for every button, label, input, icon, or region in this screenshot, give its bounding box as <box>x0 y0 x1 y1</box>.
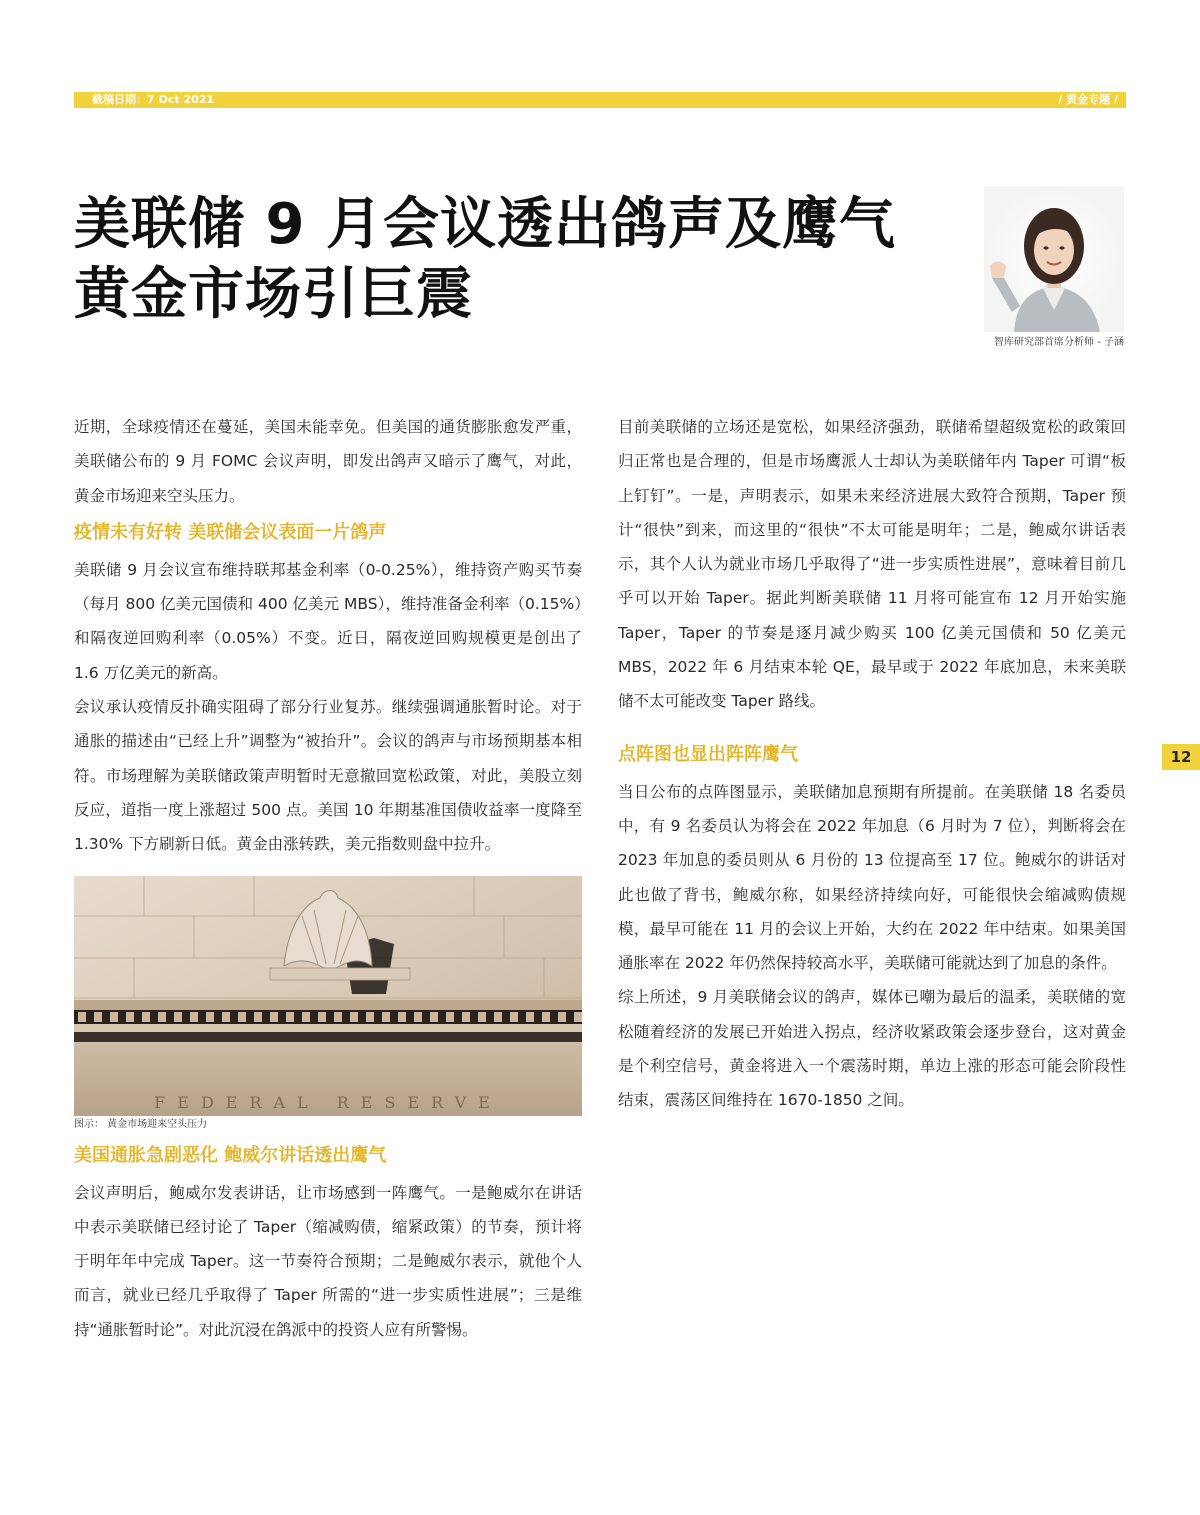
paragraph-taper-outlook: 目前美联储的立场还是宽松，如果经济强劲，联储希望超级宽松的政策回归正常也是合理的，但是市场鹰派人士却认为美联储年内 Taper 可谓“板上钉钉”。一是，声明表示，如果未来经济进展大致符合预期，Taper 预计“很快”到来，而这里的“很快”不太可能是明年；二是，鲍威尔讲话表示，其个人认为就业市场几乎取得了“进一步实质性进展”，意味着目前几乎可以开始 Taper。据此判断美联储 11 月将可能宣布 12 月开始实施 Taper，Taper 的节奏是逐月减少购买 100 亿美元国债和 50 亿美元 MBS，2022 年 6 月结束本轮 QE，最早或于 2022 年底加息，未来美联储不太可能改变 Taper 路线。 <box>618 418 1126 711</box>
figure-caption: 图示： 黄金市场迎来空头压力 <box>74 1118 208 1130</box>
section-heading-dot-plot: 点阵图也显出阵阵鹰气 <box>618 743 798 765</box>
intro-paragraph: 近期，全球疫情还在蔓延，美国未能幸免。但美国的通货膨胀愈发严重，美联储公布的 9 月 FOMC 会议声明，即发出鸽声又暗示了鹰气，对此，黄金市场迎来空头压力。 <box>74 418 582 505</box>
top-banner <box>74 92 1126 108</box>
page-number: 12 <box>1162 744 1200 770</box>
right-column <box>618 410 1126 1118</box>
section-heading-dovish: 疫情未有好转 美联储会议表面一片鸽声 <box>74 521 387 543</box>
paragraph-dot-plot: 当日公布的点阵图显示，美联储加息预期有所提前。在美联储 18 名委员中，有 9 名委员认为将会在 2022 年加息（6 月时为 7 位），判断将会在 2023 年加息的委员则从 6 月份的 13 位提高至 17 位。鲍威尔的讲话对此也做了背书，鲍威尔称，如果经济持续向好，可能很快会缩减购债规模，最早可能在 11 月的会议上开始，大约在 2022 年中结束。如果美国通胀率在 2022 年仍然保持较高水平，美联储可能就达到了加息的条件。 <box>618 782 1126 973</box>
paragraph-rates: 美联储 9 月会议宣布维持联邦基金利率（0-0.25%），维持资产购买节奏（每月 800 亿美元国债和 400 亿美元 MBS），维持准备金利率（0.15%）和隔夜逆回购利率（0.05%）不变。近日，隔夜逆回购规模更是创出了 1.6 万亿美元的新高。 <box>74 560 582 682</box>
paragraph-powell-speech: 会议声明后，鲍威尔发表讲话，让市场感到一阵鹰气。一是鲍威尔在讲话中表示美联储已经讨论了 Taper（缩减购债，缩紧政策）的节奏，预计将于明年年中完成 Taper。这一节奏符合预期；二是鲍威尔表示，就他个人而言，就业已经几乎取得了 Taper 所需的“进一步实质性进展”；三是维持“通胀暂时论”。对此沉浸在鸽派中的投资人应有所警惕。 <box>74 1183 582 1339</box>
author-caption: 智库研究部首席分析师 - 子涵 <box>994 337 1124 348</box>
paragraph-market-reaction: 会议承认疫情反扑确实阻碍了部分行业复苏。继续强调通胀暂时论。对于通胀的描述由“已经上升”调整为“被抬升”。会议的鸽声与市场预期基本相符。市场理解为美联储政策声明暂时无意撤回宽松政策，对此，美股立刻反应，道指一度上涨超过 500 点。美国 10 年期基准国债收益率一度降至 1.30% 下方刷新日低。黄金由涨转跌，美元指数则盘中拉升。 <box>74 698 582 854</box>
title-line-1: 美联储 9 月会议透出鸽声及鹰气 <box>74 192 896 257</box>
section-label: / 黄金专题 / <box>1058 93 1118 106</box>
article-title <box>74 190 994 330</box>
figure-inscription: FEDERAL RESERVE <box>154 1092 502 1112</box>
author-portrait <box>984 186 1124 332</box>
section-heading-hawkish: 美国通胀急剧恶化 鲍威尔讲话透出鹰气 <box>74 1144 387 1166</box>
left-column <box>74 410 582 1347</box>
federal-reserve-photo <box>74 876 582 1116</box>
paragraph-conclusion: 综上所述，9 月美联储会议的鸽声，媒体已嘲为最后的温柔，美联储的宽松随着经济的发展已开始进入拐点，经济收紧政策会逐步登台，这对黄金是个利空信号，黄金将进入一个震荡时期，单边上涨的形态可能会阶段性结束，震荡区间维持在 1670-1850 之间。 <box>618 988 1126 1110</box>
deadline-date: 截稿日期：7 Oct 2021 <box>92 93 215 106</box>
title-line-2: 黄金市场引巨震 <box>74 262 473 327</box>
